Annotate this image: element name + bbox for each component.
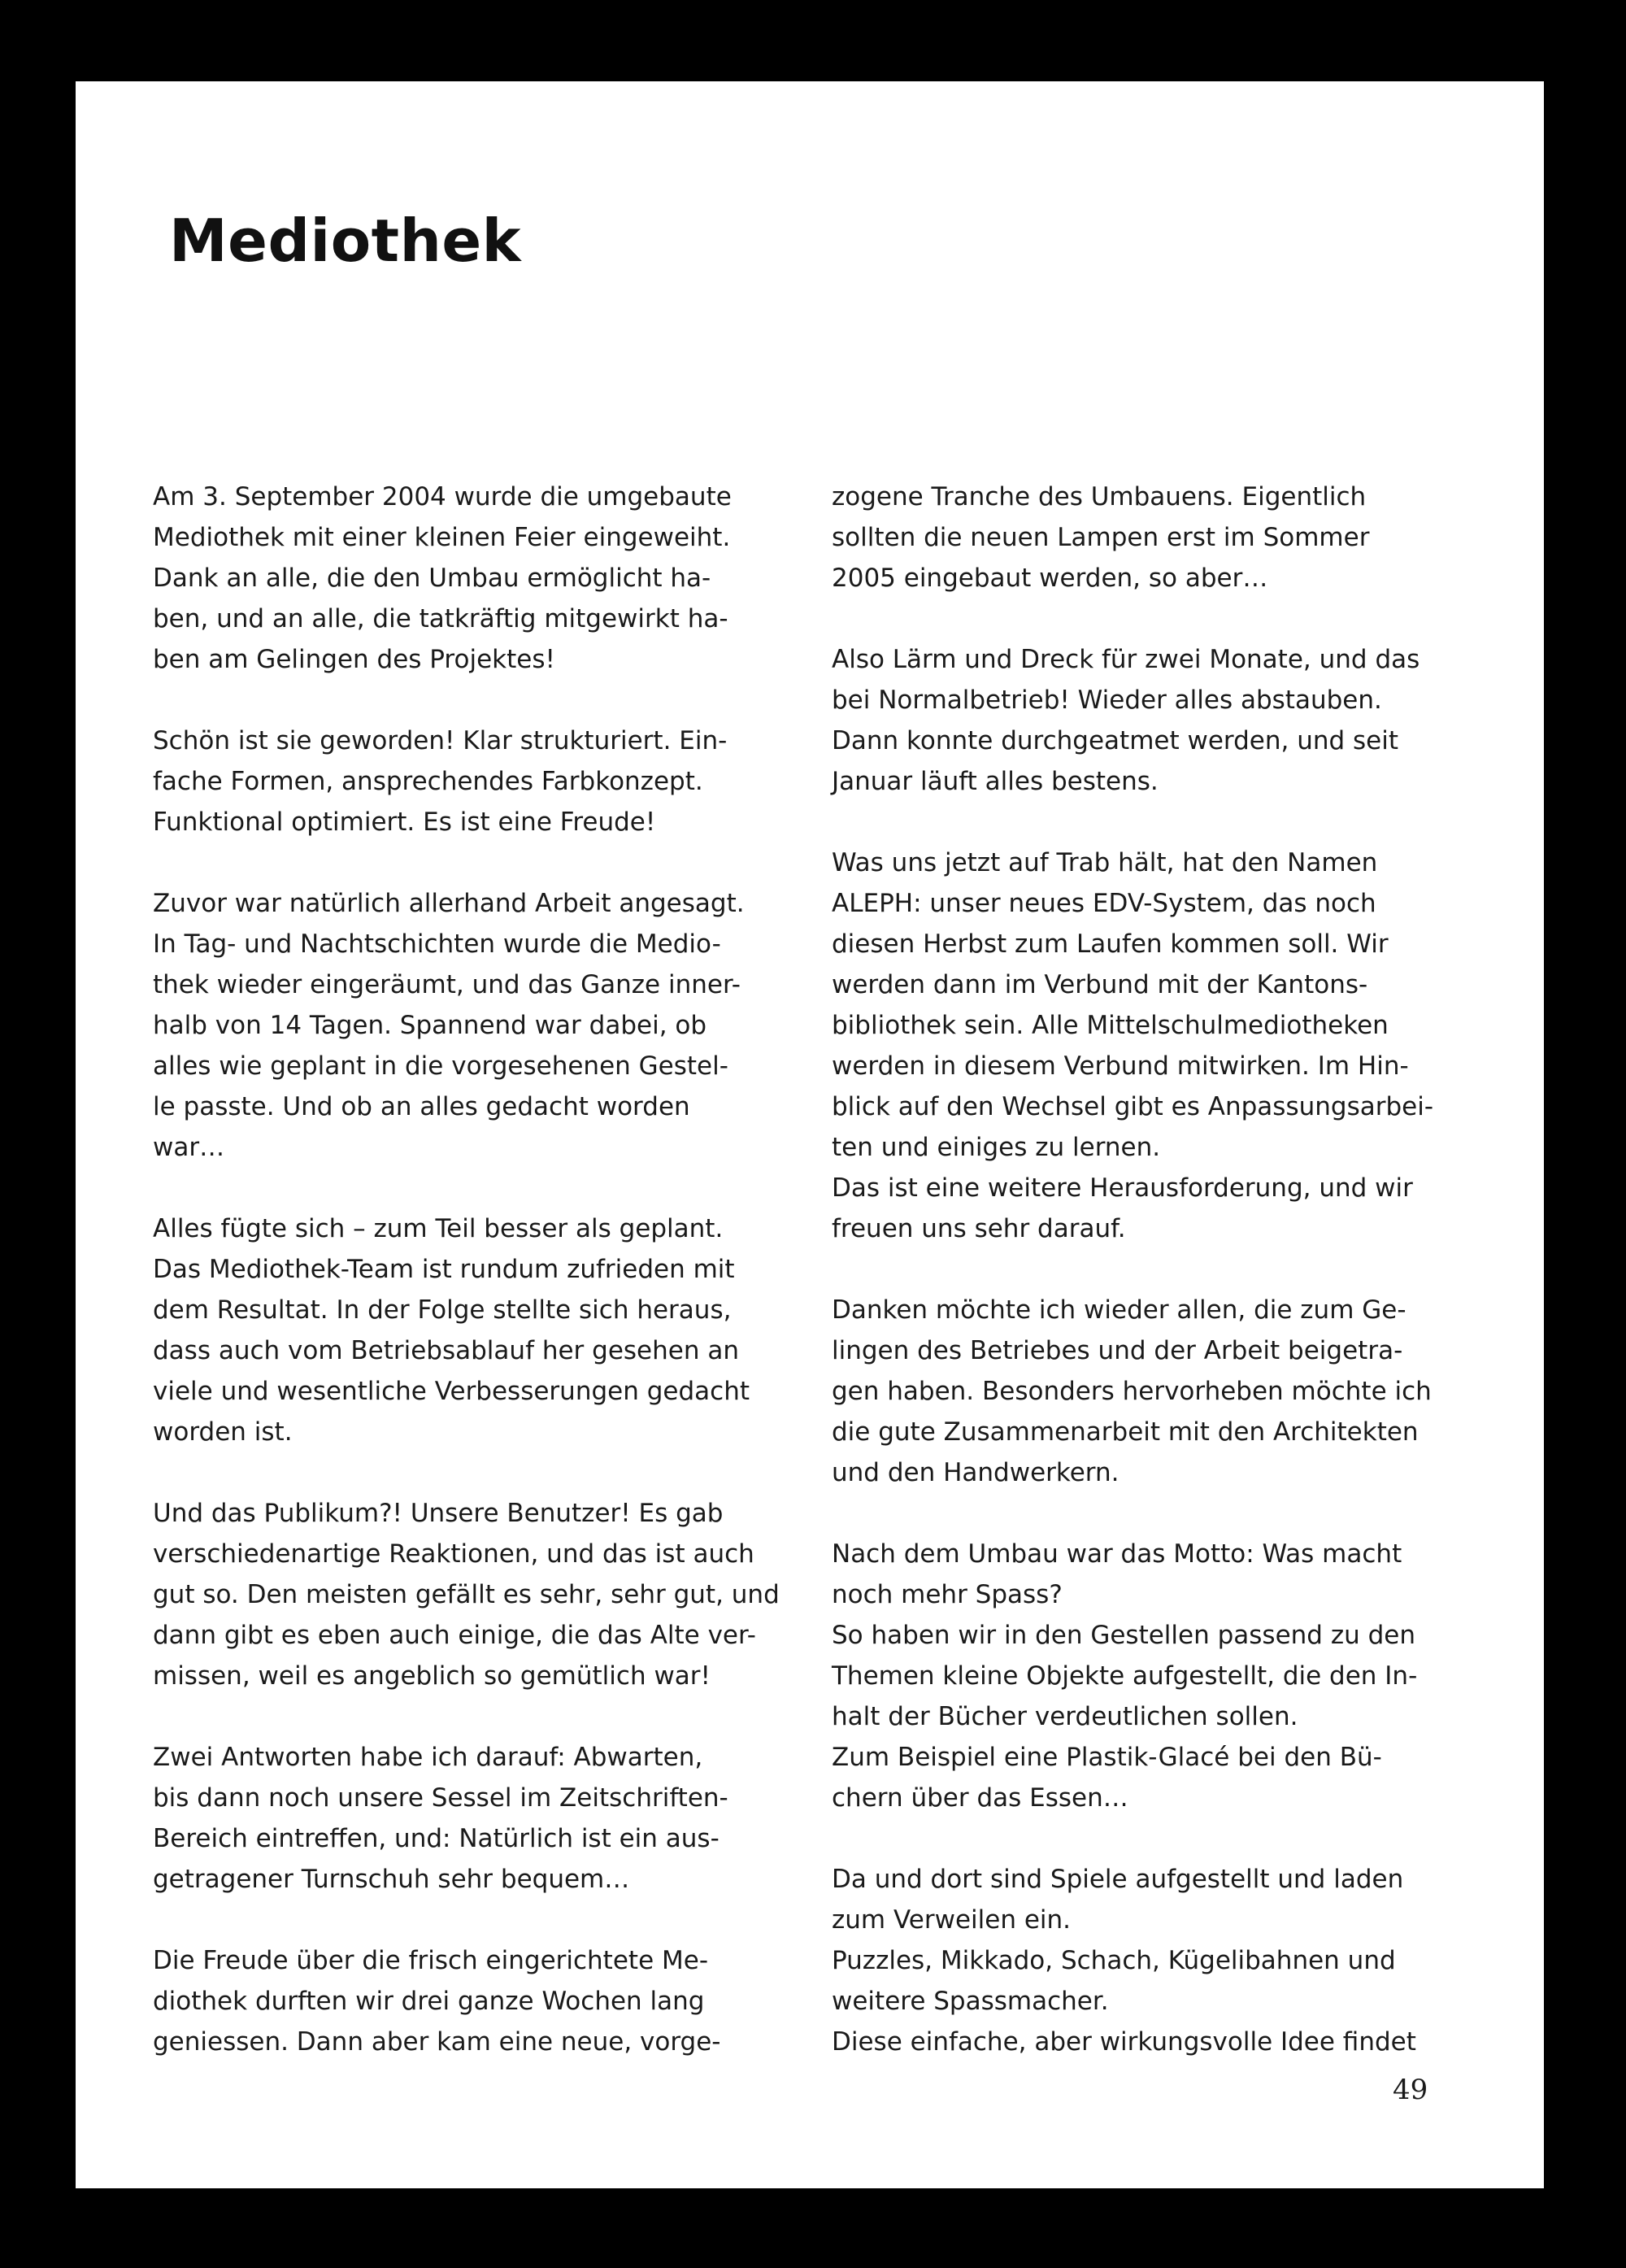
paragraph-gap (832, 1493, 1474, 1534)
text-line: gen haben. Besonders hervorheben möchte ich (832, 1377, 1432, 1406)
text-line: thek wieder eingeräumt, und das Ganze inner- (153, 970, 741, 999)
text-line: viele und wesentliche Verbesserungen gedacht (153, 1377, 750, 1406)
page-number: 49 (1393, 2074, 1428, 2106)
text-line: sollten die neuen Lampen erst im Sommer (832, 523, 1370, 552)
text-line: Zwei Antworten habe ich darauf: Abwarten, (153, 1743, 703, 1772)
text-line: getragener Turnschuh sehr bequem… (153, 1865, 630, 1894)
text-line: Die Freude über die frisch eingerichtete Me- (153, 1946, 708, 1975)
text-line: diesen Herbst zum Laufen kommen soll. Wir (832, 929, 1389, 959)
text-line: freuen uns sehr darauf. (832, 1214, 1126, 1243)
page-title: Mediothek (169, 207, 522, 275)
paragraph-gap (153, 680, 795, 720)
text-line: le passte. Und ob an alles gedacht worden (153, 1092, 690, 1121)
text-line: Alles fügte sich – zum Teil besser als geplant. (153, 1214, 724, 1243)
text-line: Januar läuft alles bestens. (832, 767, 1159, 796)
paragraph-gap (153, 1900, 795, 1940)
text-line: 2005 eingebaut werden, so aber… (832, 564, 1268, 593)
text-line: blick auf den Wechsel gibt es Anpassungsarbei- (832, 1092, 1434, 1121)
text-line: bibliothek sein. Alle Mittelschulmediotheken (832, 1011, 1389, 1040)
text-line: dass auch vom Betriebsablauf her gesehen an (153, 1336, 739, 1365)
text-line: Funktional optimiert. Es ist eine Freude! (153, 808, 656, 837)
text-line: die gute Zusammenarbeit mit den Architekten (832, 1417, 1419, 1447)
text-line: ben am Gelingen des Projektes! (153, 645, 555, 674)
text-line: chern über das Essen… (832, 1783, 1128, 1813)
paragraph-gap (832, 1249, 1474, 1290)
text-line: alles wie geplant in die vorgesehenen Gestel- (153, 1051, 728, 1081)
text-line: noch mehr Spass? (832, 1580, 1063, 1609)
text-line: Dank an alle, die den Umbau ermöglicht ha- (153, 564, 711, 593)
text-line: Themen kleine Objekte aufgestellt, die den In- (832, 1661, 1418, 1691)
text-line: zogene Tranche des Umbauens. Eigentlich (832, 482, 1367, 511)
text-line: geniessen. Dann aber kam eine neue, vorge- (153, 2027, 721, 2057)
text-line: Und das Publikum?! Unsere Benutzer! Es gab (153, 1499, 724, 1528)
right-text-column (832, 477, 1474, 2062)
text-line: Da und dort sind Spiele aufgestellt und laden (832, 1865, 1404, 1894)
text-line: bei Normalbetrieb! Wieder alles abstauben. (832, 686, 1382, 715)
text-line: Das Mediothek-Team ist rundum zufrieden mit (153, 1255, 735, 1284)
text-line: dann gibt es eben auch einige, die das Alte ver- (153, 1621, 756, 1650)
text-line: So haben wir in den Gestellen passend zu den (832, 1621, 1415, 1650)
paragraph-gap (153, 1696, 795, 1737)
text-line: gut so. Den meisten gefällt es sehr, sehr gut, und (153, 1580, 780, 1609)
text-line: ALEPH: unser neues EDV-System, das noch (832, 889, 1376, 918)
text-line: worden ist. (153, 1417, 293, 1447)
text-line: Zum Beispiel eine Plastik-Glacé bei den Bü- (832, 1743, 1382, 1772)
left-text-column (153, 477, 795, 2062)
text-line: war… (153, 1133, 225, 1162)
text-line: In Tag- und Nachtschichten wurde die Medio- (153, 929, 721, 959)
text-line: halt der Bücher verdeutlichen sollen. (832, 1702, 1298, 1731)
text-line: bis dann noch unsere Sessel im Zeitschriften- (153, 1783, 728, 1813)
text-line: werden dann im Verbund mit der Kantons- (832, 970, 1368, 999)
paragraph-gap (153, 842, 795, 883)
text-line: Puzzles, Mikkado, Schach, Kügelibahnen und (832, 1946, 1396, 1975)
document-page (76, 81, 1544, 2188)
paragraph-gap (832, 599, 1474, 639)
text-line: verschiedenartige Reaktionen, und das ist auch (153, 1539, 754, 1569)
text-line: zum Verweilen ein. (832, 1905, 1072, 1935)
text-line: Das ist eine weitere Herausforderung, und wir (832, 1173, 1413, 1203)
paragraph-gap (832, 1818, 1474, 1859)
text-line: Schön ist sie geworden! Klar strukturiert. Ein- (153, 726, 728, 755)
text-line: und den Handwerkern. (832, 1458, 1120, 1487)
paragraph-gap (832, 802, 1474, 842)
text-line: Diese einfache, aber wirkungsvolle Idee findet (832, 2027, 1416, 2057)
text-line: missen, weil es angeblich so gemütlich war! (153, 1661, 711, 1691)
text-line: fache Formen, ansprechendes Farbkonzept. (153, 767, 703, 796)
text-line: Also Lärm und Dreck für zwei Monate, und das (832, 645, 1420, 674)
text-line: dem Resultat. In der Folge stellte sich heraus, (153, 1295, 732, 1325)
text-line: weitere Spassmacher. (832, 1987, 1109, 2016)
text-line: ben, und an alle, die tatkräftig mitgewirkt ha- (153, 604, 728, 633)
text-line: Zuvor war natürlich allerhand Arbeit angesagt. (153, 889, 745, 918)
text-line: Nach dem Umbau war das Motto: Was macht (832, 1539, 1402, 1569)
text-line: werden in diesem Verbund mitwirken. Im Hin- (832, 1051, 1409, 1081)
text-line: ten und einiges zu lernen. (832, 1133, 1161, 1162)
paragraph-gap (153, 1452, 795, 1493)
text-line: Dann konnte durchgeatmet werden, und seit (832, 726, 1399, 755)
text-line: lingen des Betriebes und der Arbeit beigetra- (832, 1336, 1403, 1365)
text-line: diothek durften wir drei ganze Wochen lang (153, 1987, 705, 2016)
text-line: Danken möchte ich wieder allen, die zum Ge- (832, 1295, 1406, 1325)
paragraph-gap (153, 1168, 795, 1208)
text-line: Mediothek mit einer kleinen Feier eingeweiht. (153, 523, 731, 552)
text-line: halb von 14 Tagen. Spannend war dabei, ob (153, 1011, 707, 1040)
text-line: Bereich eintreffen, und: Natürlich ist ein aus- (153, 1824, 720, 1853)
text-line: Was uns jetzt auf Trab hält, hat den Namen (832, 848, 1378, 877)
text-line: Am 3. September 2004 wurde die umgebaute (153, 482, 732, 511)
